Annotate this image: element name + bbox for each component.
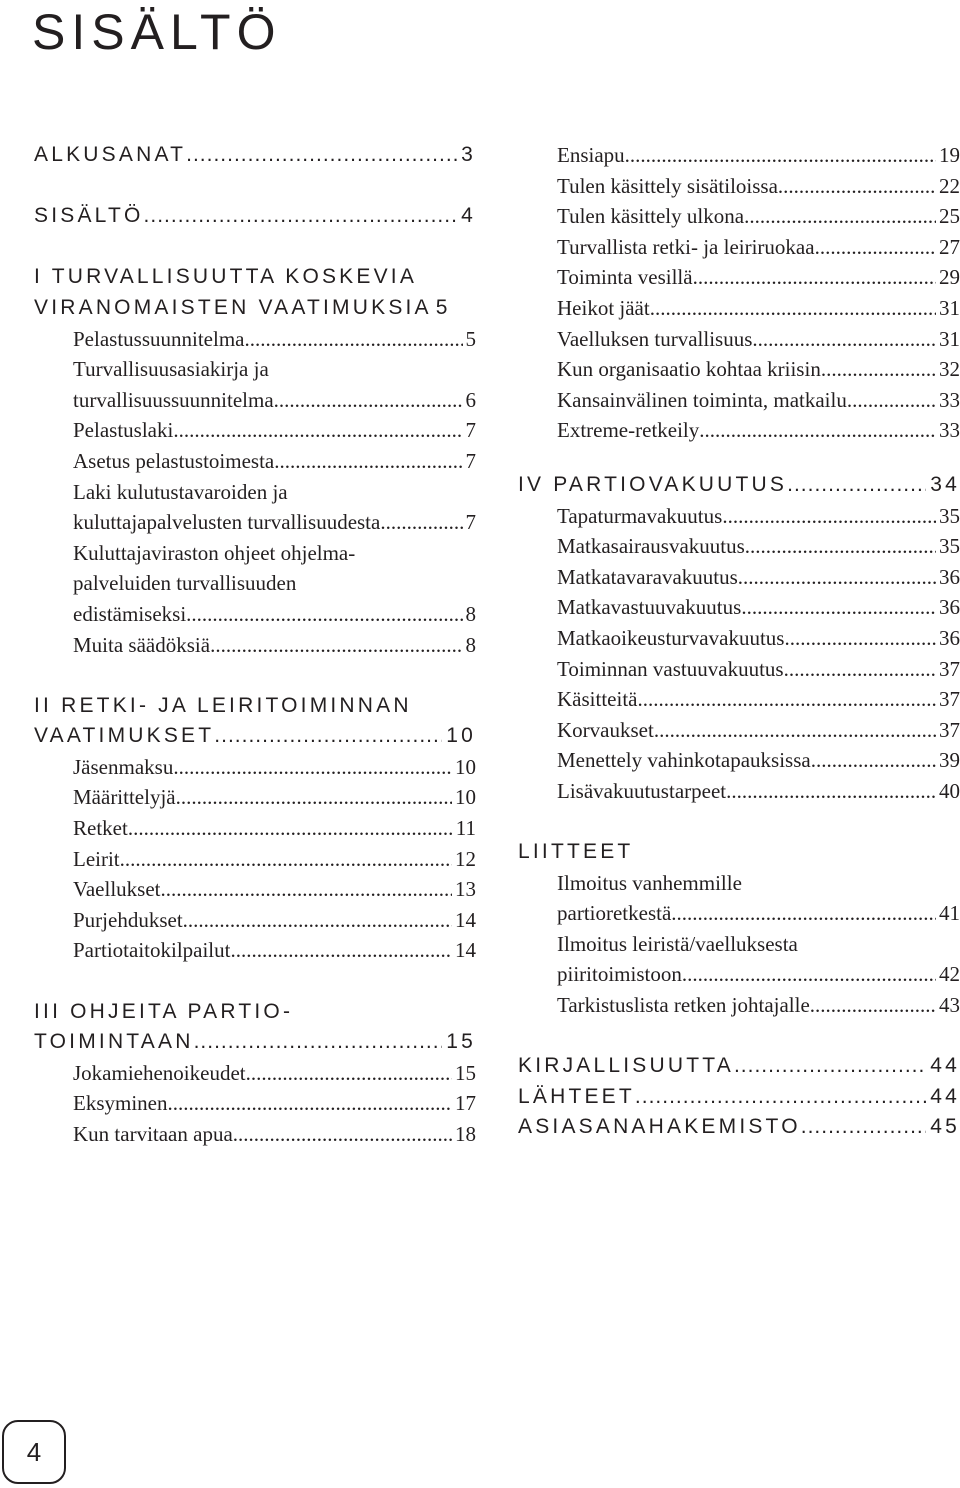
toc-heading-lahteet[interactable] (518, 1082, 960, 1113)
dot-leader (787, 470, 926, 501)
toc-page-number: 32 (939, 357, 960, 382)
toc-entry-label: edistämiseksi (73, 601, 187, 626)
toc-entry[interactable] (34, 752, 476, 783)
toc-entry[interactable] (518, 898, 960, 929)
toc-heading-asiasanahakemisto[interactable] (518, 1112, 960, 1143)
toc-page-number: 22 (939, 173, 960, 198)
toc-page-number: 37 (939, 687, 960, 712)
toc-page-number: 41 (939, 901, 960, 926)
toc-entry[interactable] (34, 507, 476, 538)
toc-right-column (518, 140, 960, 1143)
toc-entry-label: Korvaukset (557, 717, 654, 742)
toc-entry-label: Eksyminen (73, 1091, 168, 1116)
dot-leader (810, 990, 936, 1021)
toc-entry[interactable] (518, 385, 960, 416)
toc-heading-label: ALKUSANAT (34, 143, 187, 166)
toc-heading-ch2-line1: II RETKI- JA LEIRITOIMINNAN (34, 693, 412, 717)
toc-heading-label: IV PARTIOVAKUUTUS (518, 472, 788, 496)
toc-heading-kirjallisuutta[interactable] (518, 1051, 960, 1082)
toc-entry[interactable] (34, 324, 476, 355)
toc-page-number: 39 (939, 748, 960, 773)
dot-leader (650, 293, 936, 324)
dot-leader (380, 507, 462, 538)
toc-heading-label: VIRANOMAISTEN VAATIMUKSIA (34, 295, 432, 319)
toc-page-number: 13 (455, 877, 476, 902)
dot-leader (734, 1051, 926, 1082)
toc-page-number: 33 (939, 418, 960, 443)
dot-leader (210, 630, 462, 661)
toc-heading-ch1-line1: I TURVALLISUUTTA KOSKEVIA (34, 265, 418, 289)
toc-entry-label: Matkatavaravakuutus (557, 564, 738, 589)
toc-entry[interactable] (518, 354, 960, 385)
toc-entry-label: Tulen käsittely sisätiloissa (557, 173, 778, 198)
dot-leader (186, 140, 457, 171)
dot-leader (654, 715, 936, 746)
toc-page-number: 45 (930, 1115, 960, 1139)
toc-entry[interactable] (34, 1119, 476, 1150)
dot-leader (671, 898, 936, 929)
toc-entry-label: Toiminta vesillä (557, 265, 693, 290)
dot-leader (233, 1119, 452, 1150)
toc-page-number: 15 (446, 1030, 476, 1054)
dot-leader (693, 262, 936, 293)
toc-entry-label: Toiminnan vastuuvakuutus (557, 656, 784, 681)
toc-entry-label: Purjehdukset (73, 907, 183, 932)
toc-heading-sisalto[interactable] (34, 201, 476, 232)
toc-entry-label: Matkaoikeusturvavakuutus (557, 625, 785, 650)
toc-entry[interactable] (518, 562, 960, 593)
toc-entry-label: Vaellukset (73, 877, 161, 902)
toc-entry-label: Määrittelyjä (73, 785, 176, 810)
toc-entry[interactable] (518, 684, 960, 715)
dot-leader (214, 721, 442, 752)
toc-heading-label: LÄHTEET (518, 1084, 635, 1108)
toc-entry[interactable] (518, 592, 960, 623)
toc-entry[interactable] (518, 232, 960, 263)
dot-leader (120, 844, 452, 875)
toc-page-number: 5 (465, 326, 476, 351)
toc-heading-label: VAATIMUKSET (34, 724, 215, 748)
toc-heading-label: TOIMINTAAN (34, 1030, 194, 1054)
toc-page-number: 25 (939, 204, 960, 229)
dot-leader (194, 1027, 443, 1058)
dot-leader (186, 599, 462, 630)
toc-heading-label: ASIASANAHAKEMISTO (518, 1115, 801, 1139)
toc-entry-label: Matkavastuuvakuutus (557, 595, 742, 620)
toc-page-number: 7 (465, 510, 476, 535)
toc-entry[interactable] (34, 415, 476, 446)
toc-entry-label: Kun tarvitaan apua (73, 1122, 233, 1146)
toc-entry-label: Jokamiehenoikeudet (73, 1060, 246, 1085)
toc-page-number: 44 (930, 1084, 960, 1108)
toc-entry-label: Partiotaitokilpailut (73, 938, 231, 963)
dot-leader (815, 232, 936, 263)
dot-leader (128, 813, 453, 844)
toc-entry-label: Pelastussuunnitelma (73, 326, 245, 351)
toc-heading-ch1[interactable] (34, 293, 476, 324)
toc-page-number: 43 (939, 993, 960, 1018)
toc-entry-label: Matkasairausvakuutus (557, 534, 745, 559)
dot-leader (738, 562, 936, 593)
toc-entry[interactable] (34, 1088, 476, 1119)
toc-entry-label: Vaelluksen turvallisuus (557, 326, 753, 351)
toc-page-number: 17 (455, 1091, 476, 1116)
toc-page-number: 4 (461, 204, 476, 228)
dot-leader (682, 959, 936, 990)
toc-entry[interactable] (518, 293, 960, 324)
dot-leader (246, 1058, 452, 1089)
toc-heading-ch3-line1: III OHJEITA PARTIO- (34, 999, 294, 1023)
toc-entry[interactable] (518, 959, 960, 990)
toc-entry-line: Kuluttajaviraston ohjeet ohjelma- (73, 540, 356, 565)
dot-leader (726, 776, 936, 807)
toc-page-number: 11 (455, 816, 476, 841)
toc-entry-label: partioretkestä (557, 901, 672, 926)
toc-page-number: 8 (465, 632, 476, 657)
toc-entry-label: Leirit (73, 846, 120, 871)
dot-leader (778, 171, 936, 202)
dot-leader (801, 1112, 926, 1143)
toc-entry[interactable] (34, 813, 476, 844)
dot-leader (183, 905, 452, 936)
page-number-badge: 4 (2, 1420, 66, 1484)
toc-entry-label: Kansainvälinen toiminta, matkailu (557, 387, 847, 412)
toc-page-number: 37 (939, 656, 960, 681)
toc-page-number: 14 (455, 907, 476, 932)
toc-page-number: 19 (939, 143, 960, 167)
dot-leader (811, 745, 936, 776)
dot-leader (784, 623, 936, 654)
toc-entry-line: Ilmoitus leiristä/vaelluksesta (557, 931, 798, 956)
toc-entry[interactable] (34, 630, 476, 661)
dot-leader (741, 592, 936, 623)
toc-page-number: 31 (939, 295, 960, 320)
toc-entry[interactable] (518, 262, 960, 293)
toc-entry[interactable] (518, 623, 960, 654)
toc-entry[interactable] (34, 446, 476, 477)
toc-entry-label: Menettely vahinkotapauksissa (557, 748, 811, 773)
toc-entry-label: Heikot jäät (557, 295, 650, 320)
toc-entry-line: Ilmoitus vanhemmille (557, 870, 742, 895)
dot-leader (821, 354, 936, 385)
toc-entry[interactable] (34, 874, 476, 905)
toc-entry-label: Tapaturmavakuutus (557, 503, 723, 528)
toc-entry-label: Ensiapu (557, 143, 625, 167)
toc-page-number: 27 (939, 234, 960, 259)
toc-heading-ch4[interactable] (518, 470, 960, 501)
toc-entry[interactable] (518, 745, 960, 776)
toc-entry-label: Lisävakuutustarpeet (557, 778, 727, 803)
toc-entry-label: piiritoimistoon (557, 962, 682, 987)
toc-entry[interactable] (518, 501, 960, 532)
dot-leader (173, 415, 462, 446)
dot-leader (274, 385, 463, 416)
toc-entry[interactable] (34, 905, 476, 936)
toc-entry-label: turvallisuussuunnitelma (73, 387, 274, 412)
dot-leader (230, 935, 452, 966)
dot-leader (752, 324, 936, 355)
toc-page-number: 6 (465, 387, 476, 412)
toc-entry-label: Retket (73, 816, 128, 841)
dot-leader (635, 1082, 926, 1113)
toc-page-number: 37 (939, 717, 960, 742)
toc-page-number: 14 (455, 938, 476, 963)
dot-leader (176, 782, 452, 813)
toc-entry-label: Käsitteitä (557, 687, 638, 712)
toc-entry[interactable] (518, 715, 960, 746)
toc-entry[interactable] (34, 935, 476, 966)
toc-entry[interactable] (518, 171, 960, 202)
toc-page-number: 8 (465, 601, 476, 626)
toc-page-number: 10 (446, 724, 476, 748)
dot-leader (274, 446, 462, 477)
toc-entry[interactable] (518, 140, 960, 171)
toc-page-number: 33 (939, 387, 960, 412)
dot-leader (745, 531, 936, 562)
toc-page-number: 31 (939, 326, 960, 351)
toc-entry-label: Tulen käsittely ulkona (557, 204, 745, 229)
toc-page-number: 42 (939, 962, 960, 987)
toc-page-number: 18 (455, 1122, 476, 1146)
toc-entry-label: Muita säädöksiä (73, 632, 211, 657)
toc-page-number: 7 (465, 418, 476, 443)
toc-entry[interactable] (34, 599, 476, 630)
toc-entry[interactable] (518, 990, 960, 1021)
toc-entry-line: Turvallisuusasiakirja ja (73, 357, 269, 382)
toc-page-number: 35 (939, 503, 960, 528)
toc-page-number: 7 (465, 448, 476, 473)
toc-entry-label: kuluttajapalvelusten turvallisuudesta (73, 510, 381, 535)
toc-entry[interactable] (518, 201, 960, 232)
dot-leader (173, 752, 452, 783)
toc-heading-ch3[interactable] (34, 1027, 476, 1058)
dot-leader (784, 654, 936, 685)
toc-page-number: 29 (939, 265, 960, 290)
toc-page-number: 3 (461, 143, 476, 166)
dot-leader (847, 385, 936, 416)
dot-leader (637, 684, 936, 715)
toc-page-number: 40 (939, 778, 960, 803)
toc-entry[interactable] (518, 531, 960, 562)
toc-page-number: 44 (930, 1054, 960, 1078)
toc-entry[interactable] (518, 776, 960, 807)
toc-heading-alkusanat[interactable] (34, 140, 476, 171)
toc-entry-label: Tarkistuslista retken johtajalle (557, 993, 810, 1018)
toc-page-number: 5 (435, 295, 451, 319)
toc-page-number: 34 (930, 472, 960, 496)
dot-leader (744, 201, 936, 232)
toc-page-number: 10 (455, 754, 476, 779)
toc-entry-label: Pelastuslaki (73, 418, 174, 443)
toc-entry[interactable] (34, 1058, 476, 1089)
toc-heading-ch2[interactable] (34, 721, 476, 752)
toc-heading-liitteet[interactable]: LIITTEET (518, 840, 634, 864)
toc-entry-label: Extreme-retkeily (557, 418, 700, 443)
dot-leader (245, 324, 463, 355)
toc-entry[interactable] (518, 324, 960, 355)
toc-page-number: 36 (939, 564, 960, 589)
toc-entry[interactable] (34, 844, 476, 875)
toc-entry-label: Kun organisaatio kohtaa kriisin (557, 357, 821, 382)
toc-entry-label: Asetus pelastustoimesta (73, 448, 275, 473)
toc-page-number: 15 (455, 1060, 476, 1085)
toc-page-number: 12 (455, 846, 476, 871)
toc-entry[interactable] (34, 385, 476, 416)
toc-page-number: 35 (939, 534, 960, 559)
dot-leader (168, 1088, 453, 1119)
dot-leader (625, 140, 936, 171)
dot-leader (699, 415, 936, 446)
toc-heading-label: KIRJALLISUUTTA (518, 1054, 734, 1078)
dot-leader (144, 201, 458, 232)
toc-heading-label: SISÄLTÖ (34, 204, 144, 228)
page-title: SISÄLTÖ (32, 4, 282, 60)
toc-entry[interactable] (34, 782, 476, 813)
toc-entry-line: Laki kulutustavaroiden ja (73, 479, 288, 504)
dot-leader (722, 501, 936, 532)
toc-entry-label: Turvallista retki- ja leiriruokaa (557, 234, 815, 259)
toc-entry-line: palveluiden turvallisuuden (73, 571, 297, 596)
dot-leader (160, 874, 452, 905)
toc-entry[interactable] (518, 415, 960, 446)
toc-entry[interactable] (518, 654, 960, 685)
toc-entry-label: Jäsenmaksu (73, 754, 174, 779)
toc-page-number: 10 (455, 785, 476, 810)
toc-page-number: 36 (939, 595, 960, 620)
toc-left-column (34, 140, 476, 1150)
toc-page-number: 36 (939, 625, 960, 650)
